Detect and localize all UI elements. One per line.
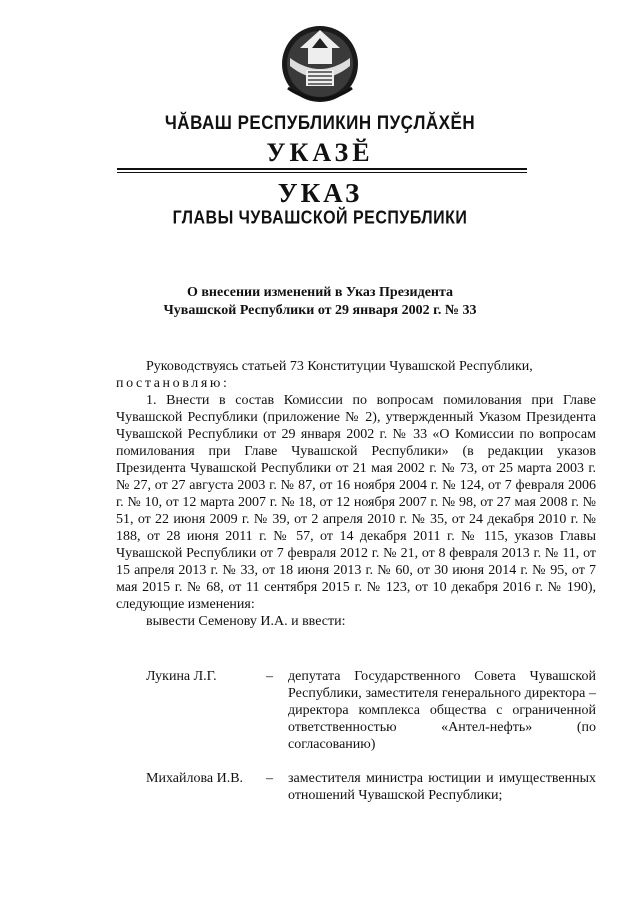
document-title-line2: Чувашской Республики от 29 января 2002 г. № 33 xyxy=(163,303,477,318)
member-name: Лукина Л.Г. xyxy=(146,669,217,684)
chuvash-header-line: ЧӐВАШ РЕСПУБЛИКИН ПУҪЛӐХӖН xyxy=(164,111,476,134)
document-title-line1: О внесении изменений в Указ Президента xyxy=(186,285,454,300)
document-body xyxy=(116,358,596,630)
paragraph-1: 1. Внести в состав Комиссии по вопросам помилования при Главе Чувашской Республики (приложение № 2), утвержденный Указом Президента Чувашской Республики от 29 января 2002 г. № 33 «О Комиссии по вопросам помилования при Главе Чувашской Республики» (в редакции указов Президента Чувашской Республики от 21 мая 2002 г. № 73, от 25 марта 2003 г. № 27, от 27 августа 2003 г. № 87, от 16 ноября 2004 г. № 124, от 7 февраля 2006 г. № 10, от 12 марта 2007 г. № 18, от 12 ноября 2007 г. № 98, от 27 мая 2008 г. № 51, от 22 июня 2009 г. № 39, от 2 апреля 2010 г. № 35, от 24 декабря 2010 г. № 188, от 28 июня 2011 г. № 57, от 14 декабря 2011 г. № 115, указов Главы Чувашской Республики от 7 февраля 2012 г. № 21, от 8 февраля 2013 г. № 11, от 15 апреля 2013 г. № 33, от 18 июня 2013 г. № 60, от 30 июня 2014 г. № 95, от 7 мая 2015 г. № 68, от 11 сентября 2015 г. № 123, от 10 декабря 2016 г. № 190), следующие изменения: xyxy=(116,393,596,612)
intro-paragraph: Руководствуясь статьей 73 Конституции Чувашской Республики, xyxy=(146,359,533,374)
ukaz-title: УКАЗ xyxy=(277,178,363,208)
header-divider-thick xyxy=(117,168,527,170)
member-dash: – xyxy=(266,669,273,684)
member-name: Михайлова И.В. xyxy=(146,771,244,786)
header-divider-thin xyxy=(117,172,527,173)
vyvesti-line: вывести Семенову И.А. и ввести: xyxy=(146,614,346,629)
document-title xyxy=(0,284,640,320)
chuvash-republic-emblem-icon xyxy=(278,18,362,106)
member-description: депутата Государственного Совета Чувашской Республики, заместителя генерального директора – директора комплекса общества с ограниченной ответственностью «Антел-нефть» (по согласованию) xyxy=(288,669,596,752)
member-dash: – xyxy=(266,771,273,786)
glavy-subtitle: ГЛАВЫ ЧУВАШСКОЙ РЕСПУБЛИКИ xyxy=(172,208,468,229)
member-description: заместителя министра юстиции и имущественных отношений Чувашской Республики; xyxy=(288,771,596,803)
postanovlyayu-line: постановляю: xyxy=(116,376,230,391)
chuvash-ukaz-title: УКАЗӖ xyxy=(266,138,374,167)
